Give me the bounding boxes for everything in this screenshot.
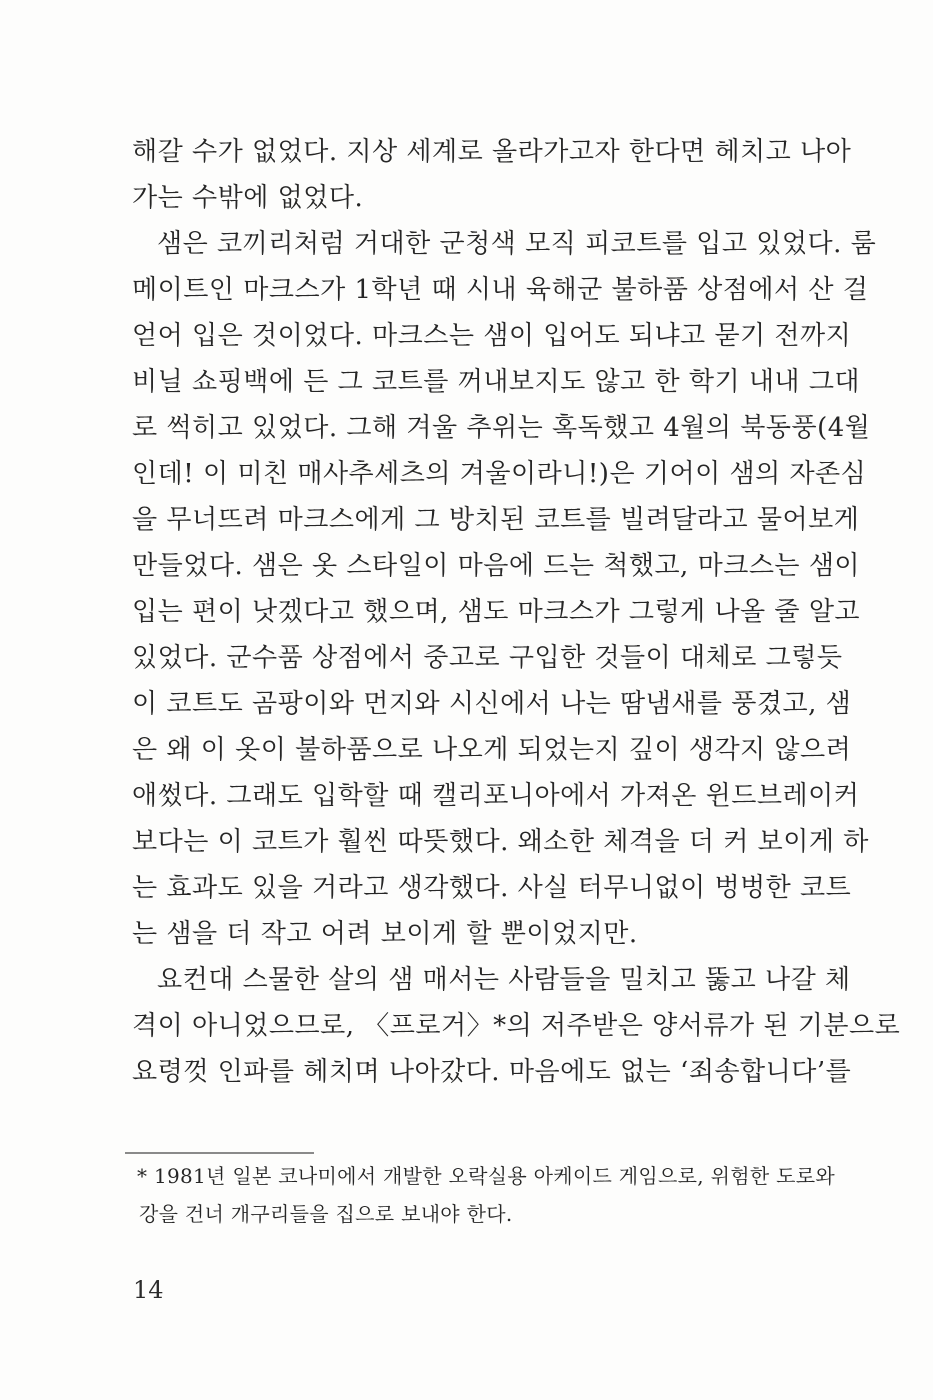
page-number: 14 xyxy=(133,1276,164,1304)
body-line: 가는 수밖에 없었다. xyxy=(132,183,364,213)
body-line: 인데! 이 미친 매사추세츠의 겨울이라니!)은 기어이 샘의 자존심 xyxy=(132,459,867,489)
footnote-line: 강을 건너 개구리들을 집으로 보내야 한다. xyxy=(139,1202,513,1226)
footnote xyxy=(137,1157,835,1233)
body-line: 메이트인 마크스가 1학년 때 시내 육해군 불하품 상점에서 산 걸 xyxy=(132,275,869,305)
body-line: 을 무너뜨려 마크스에게 그 방치된 코트를 빌려달라고 물어보게 xyxy=(132,505,860,535)
body-line: 로 썩히고 있었다. 그해 겨울 추위는 혹독했고 4월의 북동풍(4월 xyxy=(132,413,871,443)
body-line: 이 코트도 곰팡이와 먼지와 시신에서 나는 땀냄새를 풍겼고, 샘 xyxy=(132,689,852,719)
body-line: 요컨대 스물한 살의 샘 매서는 사람들을 밀치고 뚫고 나갈 체 xyxy=(157,965,851,995)
body-line: 해갈 수가 없었다. 지상 세계로 올라가고자 한다면 헤치고 나아 xyxy=(132,137,852,167)
body-line: 격이 아니었으므로, 〈프로거〉*의 저주받은 양서류가 된 기분으로 xyxy=(132,1011,901,1041)
body-line: 는 효과도 있을 거라고 생각했다. 사실 터무니없이 벙벙한 코트 xyxy=(132,873,852,903)
body-line: 애썼다. 그래도 입학할 때 캘리포니아에서 가져온 윈드브레이커 xyxy=(132,781,860,811)
body-line: 샘은 코끼리처럼 거대한 군청색 모직 피코트를 입고 있었다. 룸 xyxy=(157,229,877,259)
body-line: 요령껏 인파를 헤치며 나아갔다. 마음에도 없는 ‘죄송합니다’를 xyxy=(132,1057,852,1087)
body-line: 있었다. 군수품 상점에서 중고로 구입한 것들이 대체로 그렇듯 xyxy=(132,643,843,673)
footnote-line: * 1981년 일본 코나미에서 개발한 오락실용 아케이드 게임으로, 위험한 도로와 xyxy=(137,1164,835,1188)
body-line: 입는 편이 낫겠다고 했으며, 샘도 마크스가 그렇게 나올 줄 알고 xyxy=(132,597,861,627)
body-line: 보다는 이 코트가 훨씬 따뜻했다. 왜소한 체격을 더 커 보이게 하 xyxy=(132,827,869,857)
body-line: 비닐 쇼핑백에 든 그 코트를 꺼내보지도 않고 한 학기 내내 그대 xyxy=(132,367,861,397)
body-line: 얻어 입은 것이었다. 마크스는 샘이 입어도 되냐고 묻기 전까지 xyxy=(132,321,852,351)
body-text xyxy=(132,129,901,1095)
footnote-divider xyxy=(125,1152,314,1154)
body-line: 만들었다. 샘은 옷 스타일이 마음에 드는 척했고, 마크스는 샘이 xyxy=(132,551,861,581)
body-line: 는 샘을 더 작고 어려 보이게 할 뿐이었지만. xyxy=(132,919,638,949)
body-line: 은 왜 이 옷이 불하품으로 나오게 되었는지 깊이 생각지 않으려 xyxy=(132,735,852,765)
